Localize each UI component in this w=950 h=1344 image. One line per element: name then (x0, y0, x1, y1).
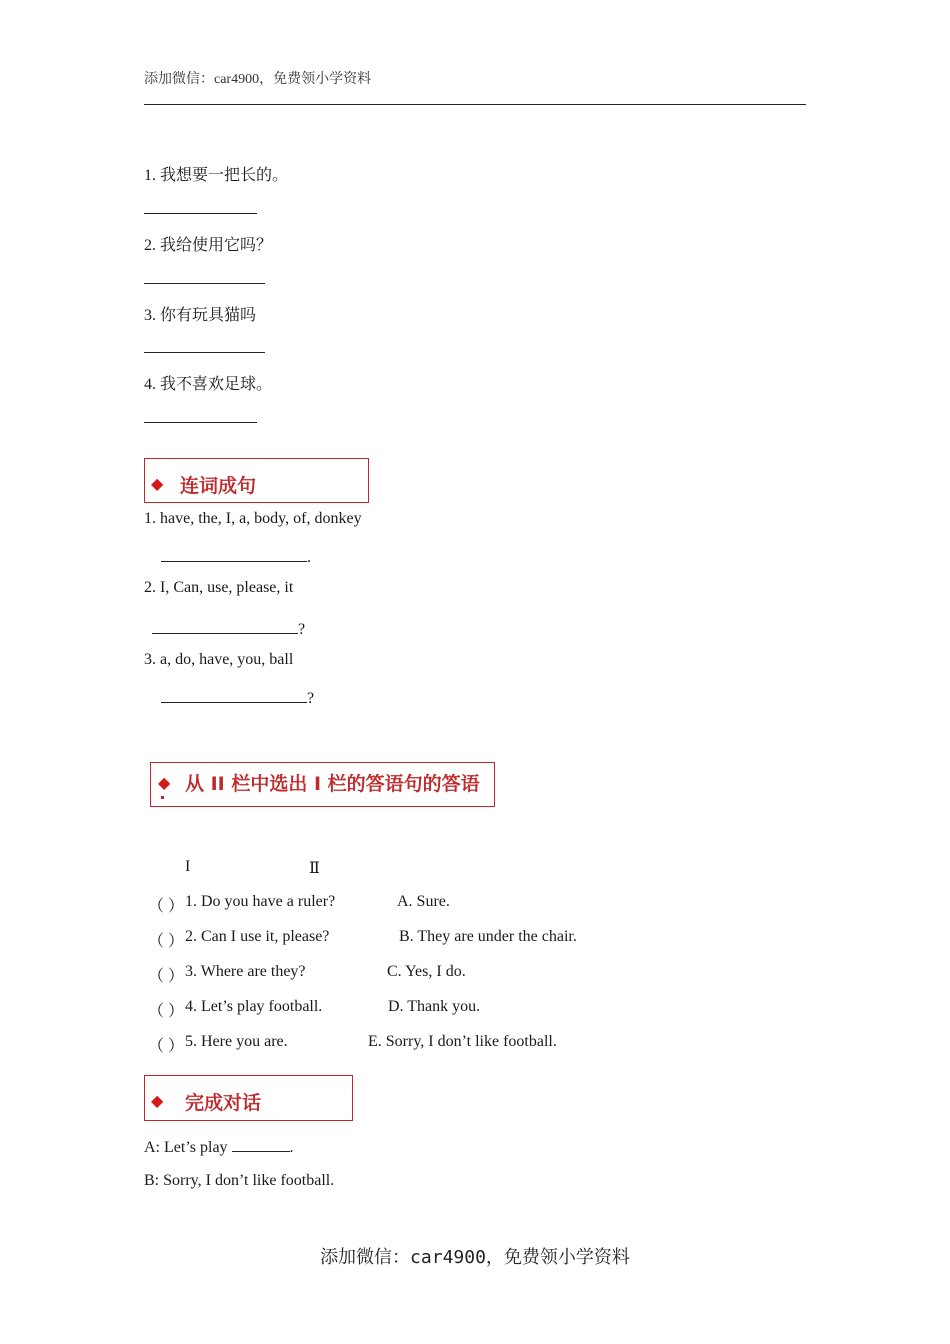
header-text: 添加微信：car4900，免费领小学资料 (144, 72, 372, 87)
match-paren-2: （ ） (148, 933, 185, 950)
reorder-answer-3 (161, 686, 314, 708)
diamond-bullet-icon: ◆ (151, 1093, 164, 1110)
translation-item-1: 1. 我想要一把长的。 (144, 167, 289, 184)
header-divider (144, 104, 806, 105)
match-question-4: 4. Let’s play football. (185, 998, 323, 1015)
match-col1-header: I (185, 858, 191, 875)
translation-item-3: 3. 你有玩具猫吗 (144, 307, 257, 324)
dialog-line-b: B: Sorry, I don’t like football. (144, 1172, 335, 1189)
answer-line (144, 352, 265, 353)
match-question-1: 1. Do you have a ruler? (185, 893, 336, 910)
answer-line (144, 422, 257, 423)
match-answer-D: D. Thank you. (388, 998, 481, 1015)
section-match-title: 从 II 栏中选出 I 栏的答语句的答语 (185, 773, 480, 795)
dialog-line-a-prefix: A: Let’s play (144, 1139, 232, 1156)
section-reorder-title: 连词成句 (180, 475, 257, 497)
match-answer-E: E. Sorry, I don’t like football. (368, 1033, 557, 1050)
match-question-2: 2. Can I use it, please? (185, 928, 330, 945)
reorder-end-1: . (307, 549, 311, 566)
footer-text: 添加微信：car4900，免费领小学资料 (320, 1247, 630, 1268)
match-answer-B: B. They are under the chair. (399, 928, 577, 945)
match-paren-1: （ ） (148, 898, 185, 915)
dialog-line-a (144, 1137, 294, 1157)
decorative-dot (161, 796, 164, 799)
dialog-line-a-suffix: . (289, 1139, 294, 1156)
answer-line (144, 213, 257, 214)
match-col2-header: Ⅱ (309, 860, 320, 877)
section-reorder-box (144, 458, 369, 503)
match-question-3: 3. Where are they? (185, 963, 306, 980)
match-paren-3: （ ） (148, 968, 185, 985)
dialog-blank (232, 1137, 290, 1152)
section-dialog-title: 完成对话 (185, 1092, 262, 1114)
match-answer-C: C. Yes, I do. (387, 963, 466, 980)
translation-item-2: 2. 我给使用它吗？ (144, 237, 273, 254)
reorder-item-2: 2. I, Can, use, please, it (144, 579, 294, 596)
answer-line (144, 283, 265, 284)
reorder-end-2: ? (298, 621, 306, 638)
match-paren-4: （ ） (148, 1003, 185, 1020)
reorder-item-3: 3. a, do, have, you, ball (144, 651, 294, 668)
reorder-end-3: ? (307, 690, 315, 707)
translation-item-4: 4. 我不喜欢足球。 (144, 376, 273, 393)
match-answer-A: A. Sure. (397, 893, 450, 910)
reorder-item-1: 1. have, the, I, a, body, of, donkey (144, 510, 362, 527)
match-question-5: 5. Here you are. (185, 1033, 288, 1050)
match-paren-5: （ ） (148, 1038, 185, 1055)
reorder-answer-2 (152, 617, 305, 639)
reorder-answer-1 (161, 545, 311, 567)
diamond-bullet-icon: ◆ (151, 476, 164, 493)
diamond-bullet-icon: ◆ (158, 775, 171, 792)
